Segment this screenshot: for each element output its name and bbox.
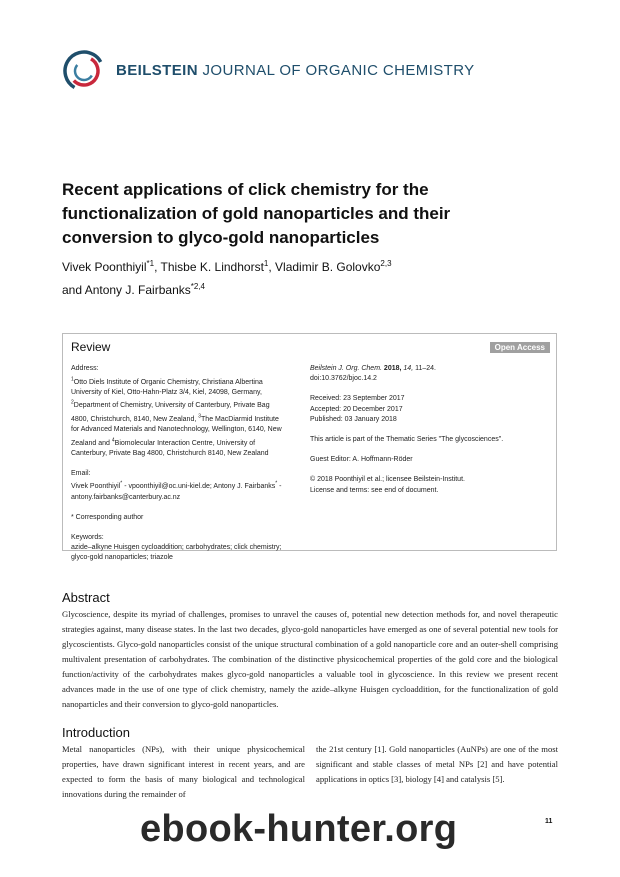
corresponding-author-note: * Corresponding author	[71, 513, 144, 521]
address-line: Zealand and $^4$Biomolecular Interaction Centre, University of	[71, 437, 256, 447]
citation-journal: Beilstein J. Org. Chem.	[310, 365, 382, 372]
introduction-heading: Introduction	[62, 725, 130, 740]
journal-name-bold: BEILSTEIN	[116, 62, 198, 79]
keywords-line: glyco-gold nanoparticles; triazole	[71, 554, 173, 562]
affiliation-column	[71, 364, 296, 574]
article-info-box	[62, 333, 557, 562]
authors-line-1: Vivek Poonthiyil$^{*1}$, Thisbe K. Lindhorst$^1$, Vladimir B. Golovko$^{2,3}$	[62, 259, 392, 274]
article-title: Recent applications of click chemistry for the functionalization of gold nanoparticles and their conversion to glyco-gold nanoparticles	[62, 180, 451, 247]
citation-volume: 14,	[403, 365, 414, 372]
article-type-label: Review	[71, 340, 111, 354]
abstract-heading: Abstract	[62, 590, 110, 605]
address-line: Canterbury, Private Bag 4800, Christchurch 8140, New Zealand	[71, 449, 269, 457]
email-label: Email:	[71, 469, 91, 477]
address-line: $^2$Department of Chemistry, University of Canterbury, Private Bag	[71, 399, 270, 410]
email-block	[71, 469, 296, 503]
abstract-text: Glycoscience, despite its myriad of challenges, promises to unravel the causes of, potential new detection methods for, and novel therapeutic strategies against, many disease states. In the last two decades, glyco-gold nanoparticles have emerged as one of several potential new tools for glycoscientists. Glyco-gold nanoparticles consist of the unique structural combination of a gold nanoparticle core and an outer-shell comprising multivalent presentation of carbohydrates. The combination of the distinctive physicochemical properties of the gold core and the biological function/activity of the carbohydrates makes glyco-gold nanoparticles a valuable tool in glycoscience. In this review we present recent advances made in the use of one type of click chemistry, namely the azide–alkyne Huisgen cycloaddition, for the functionalization of gold nanoparticles and their conversion to glyco-gold nanoparticles.	[62, 609, 558, 709]
license-line: License and terms: see end of document.	[310, 486, 439, 494]
introduction-left-column: Metal nanoparticles (NPs), with their unique physicochemical properties, have drawn significant interest in recent years, and are expected to form the basis of many biological and technological innovations during the remainder of	[62, 744, 305, 799]
keywords-line: azide–alkyne Huisgen cycloaddition; carbohydrates; click chemistry;	[71, 544, 282, 552]
address-line: $^1$Otto Diels Institute of Organic Chemistry, Christiana Albertina	[71, 376, 263, 386]
authors-line-2: and Antony J. Fairbanks$^{*2,4}$	[62, 282, 205, 297]
page-number: 11	[545, 818, 553, 825]
received-date: Received: 23 September 2017	[310, 395, 405, 403]
keywords-label: Keywords:	[71, 534, 104, 542]
open-access-badge: Open Access	[490, 342, 550, 353]
copyright-block	[310, 475, 550, 495]
thematic-series-note: This article is part of the Thematic Series "The glycosciences".	[310, 436, 504, 444]
beilstein-logo-icon	[62, 49, 106, 93]
email-line: Vivek Poonthiyil* - vpoonthiyil@oc.uni-kiel.de; Antony J. Fairbanks* -	[71, 481, 282, 491]
citation-year: 2018,	[383, 365, 402, 372]
watermark: ebook-hunter.org	[140, 808, 458, 850]
keywords-block	[71, 533, 296, 564]
author-list	[62, 254, 542, 300]
address-line: University of Kiel, Otto-Hahn-Platz 3/4, Kiel, 24098, Germany,	[71, 388, 262, 396]
introduction-right-column: the 21st century [1]. Gold nanoparticles (AuNPs) are one of the most significant and stable classes of metal NPs [2] and have potential applications in optics [3], biology [4] and catalysis [5].	[316, 744, 558, 784]
citation-block	[310, 364, 550, 384]
address-block	[71, 364, 296, 459]
address-line: 4800, Christchurch, 8140, New Zealand, $^3$The MacDiarmid Institute	[71, 413, 279, 423]
guest-editor: Guest Editor: A. Hoffmann-Röder	[310, 456, 413, 464]
address-line: for Advanced Materials and Nanotechnology, Wellington, 6140, New	[71, 426, 282, 433]
doi-link[interactable]: doi:10.3762/bjoc.14.2	[310, 375, 377, 383]
dates-block	[310, 394, 550, 425]
publication-info-column	[310, 364, 550, 506]
published-date: Published: 03 January 2018	[310, 415, 397, 423]
journal-name-rest: JOURNAL OF ORGANIC CHEMISTRY	[202, 62, 475, 79]
address-label: Address:	[71, 365, 99, 372]
accepted-date: Accepted: 20 December 2017	[310, 405, 403, 413]
copyright-line: © 2018 Poonthiyil et al.; licensee Beilstein-Institut.	[310, 476, 465, 484]
citation-pages: 11–24.	[415, 365, 436, 372]
journal-name	[116, 62, 475, 79]
email-line: antony.fairbanks@canterbury.ac.nz	[71, 493, 181, 501]
